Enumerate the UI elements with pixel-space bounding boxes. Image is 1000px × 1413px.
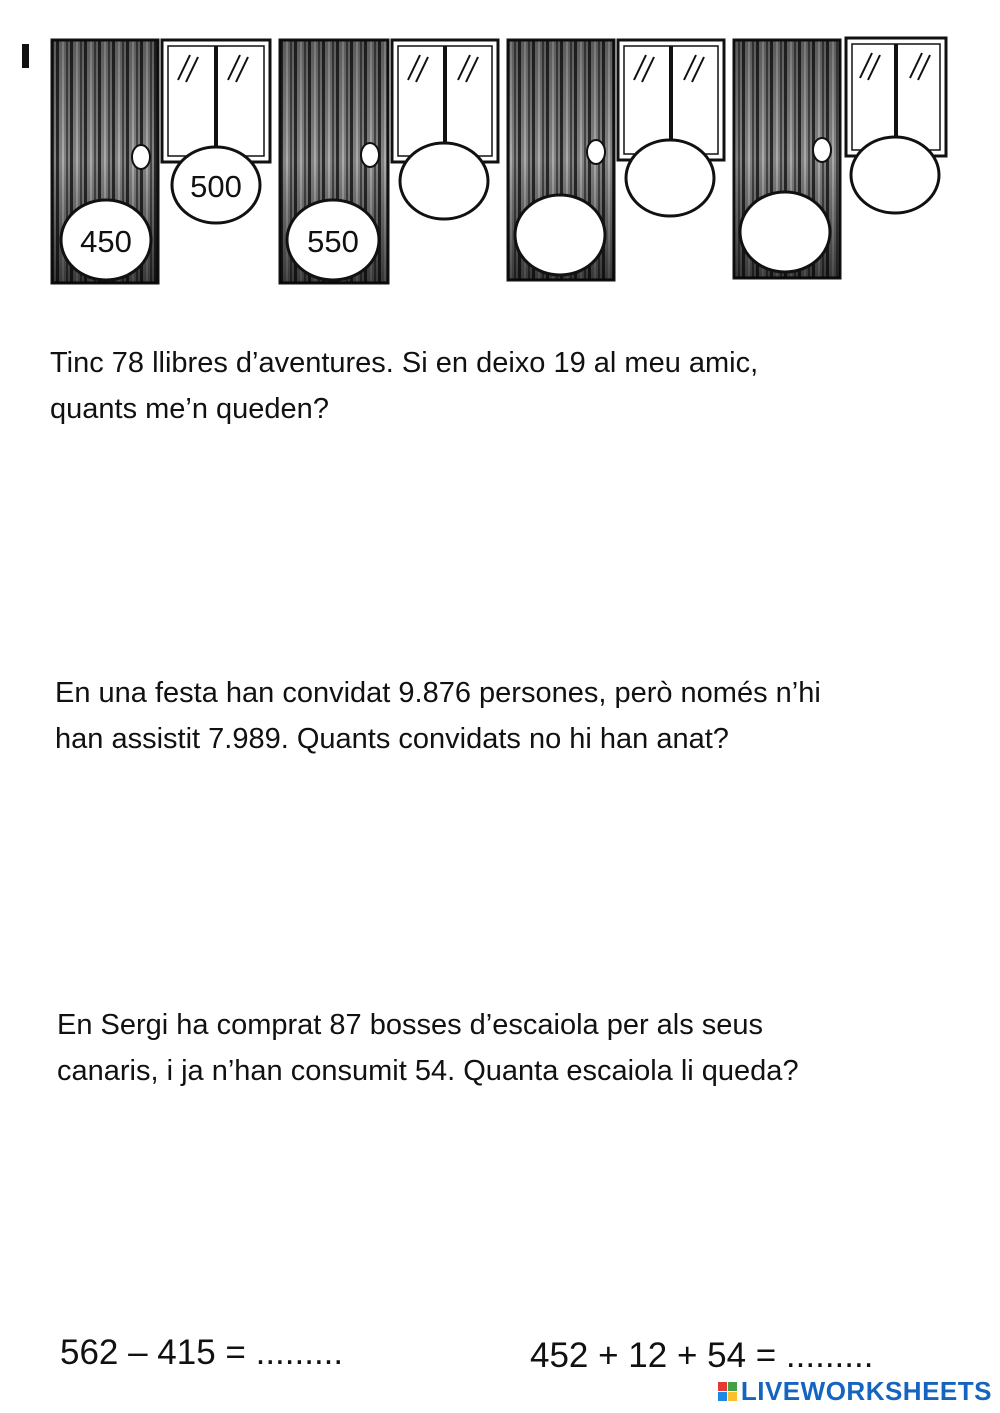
liveworksheets-logo-icon: [718, 1382, 737, 1401]
answer-bubble-empty-3[interactable]: [626, 140, 714, 216]
problem-books-line-2: quants me’n queden?: [50, 393, 329, 425]
equation-addition[interactable]: 452 + 12 + 54 = .........: [530, 1336, 874, 1375]
number-bubble-550: [287, 200, 379, 280]
liveworksheets-watermark: [718, 1376, 992, 1407]
problem-books: [50, 340, 950, 432]
number-bubble-450: [61, 200, 151, 280]
glass-door-1: [162, 40, 270, 162]
answer-bubble-empty-2[interactable]: [515, 195, 605, 275]
door-label-450: 450: [80, 224, 132, 259]
problem-party-line-2: han assistit 7.989. Quants convidats no hi han anat?: [55, 723, 729, 755]
problem-party: [55, 670, 955, 762]
problem-canaries-line-2: canaris, i ja n’han consumit 54. Quanta escaiola li queda?: [57, 1055, 799, 1087]
answer-bubble-empty-4[interactable]: [740, 192, 830, 272]
problem-canaries: [57, 1002, 957, 1094]
equation-subtraction[interactable]: 562 – 415 = .........: [60, 1333, 344, 1372]
watermark-text: LIVEWORKSHEETS: [740, 1376, 992, 1406]
problem-party-line-1: En una festa han convidat 9.876 persones, però només n’hi: [55, 677, 821, 709]
door-sequence-illustration: [0, 0, 1000, 300]
door-label-500: 500: [190, 169, 242, 204]
problem-canaries-line-1: En Sergi ha comprat 87 bosses d’escaiola per als seus: [57, 1009, 764, 1041]
door-label-550: 550: [307, 224, 359, 259]
number-bubble-500: [172, 147, 260, 223]
answer-bubble-empty-5[interactable]: [851, 137, 939, 213]
answer-bubble-empty-1[interactable]: [400, 143, 488, 219]
problem-books-line-1: Tinc 78 llibres d’aventures. Si en deixo 19 al meu amic,: [50, 347, 759, 379]
